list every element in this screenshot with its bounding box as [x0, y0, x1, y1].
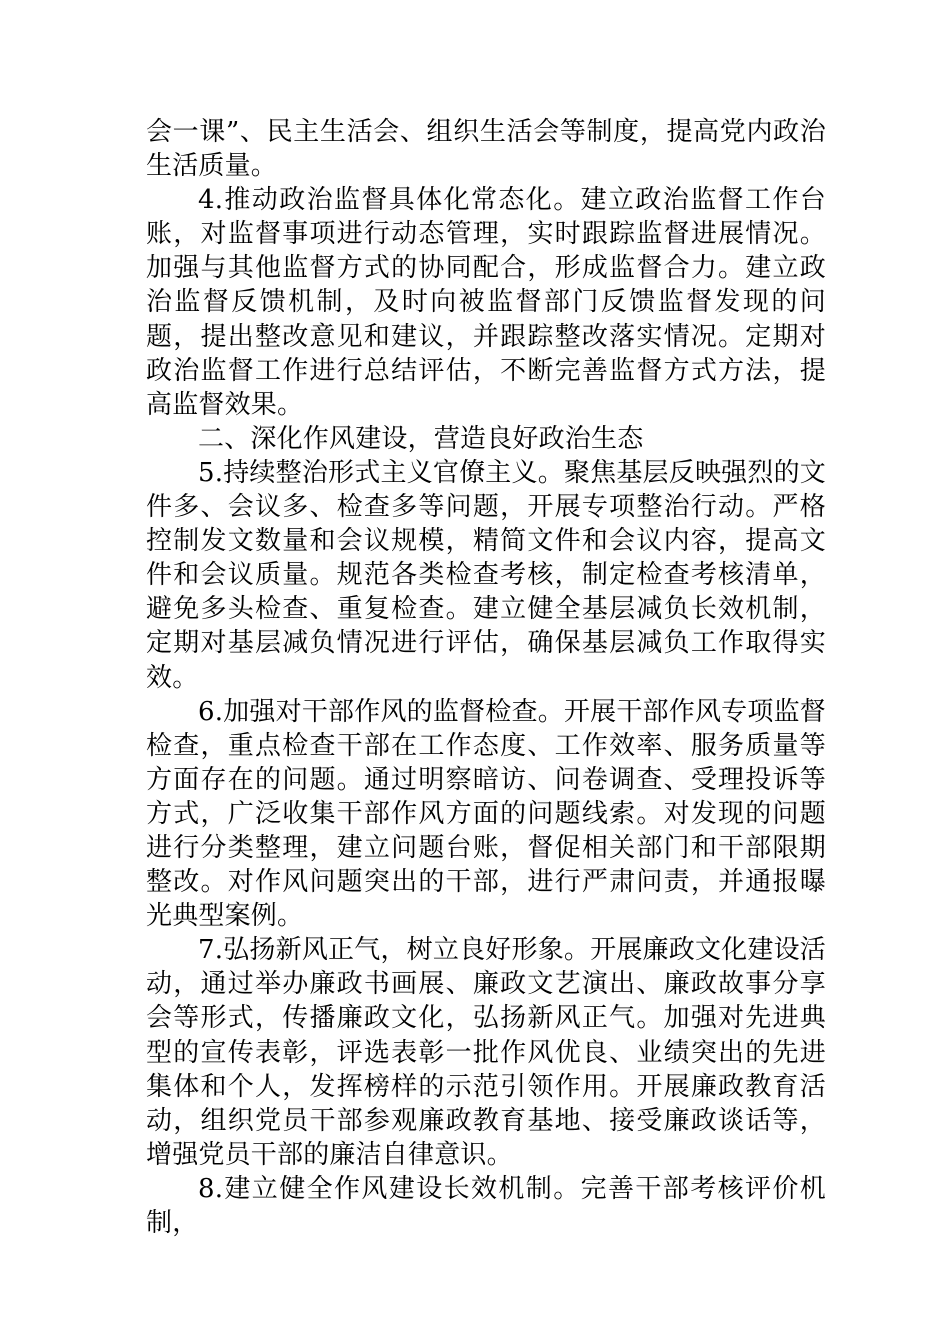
section-heading: 二、深化作风建设，营造良好政治生态: [198, 423, 644, 454]
paragraph-continuation: 会一课”、民主生活会、组织生活会等制度，提高党内政治生活质量。: [146, 117, 826, 182]
paragraph-item-7: 7.弘扬新风正气，树立良好形象。开展廉政文化建设活动，通过举办廉政书画展、廉政文艺演出、廉政故事分享会等形式，传播廉政文化，弘扬新风正气。加强对先进典型的宣传表彰，评选表彰一批作风优良、业绩突出的先进集体和个人，发挥榜样的示范引领作用。开展廉政教育活动，组织党员干部参观廉政教育基地、接受廉政谈话等，增强党员干部的廉洁自律意识。: [146, 935, 826, 1170]
paragraph-item-6: 6.加强对干部作风的监督检查。开展干部作风专项监督检查，重点检查干部在工作态度、工作效率、服务质量等方面存在的问题。通过明察暗访、问卷调查、受理投诉等方式，广泛收集干部作风方面的问题线索。对发现的问题进行分类整理，建立问题台账，督促相关部门和干部限期整改。对作风问题突出的干部，进行严肃问责，并通报曝光典型案例。: [146, 696, 826, 932]
paragraph-item-8: 8.建立健全作风建设长效机制。完善干部考核评价机制，: [146, 1173, 826, 1238]
paragraph-item-4: 4.推动政治监督具体化常态化。建立政治监督工作台账，对监督事项进行动态管理，实时跟踪监督进展情况。加强与其他监督方式的协同配合，形成监督合力。建立政治监督反馈机制，及时向被监督部门反馈监督发现的问题，提出整改意见和建议，并跟踪整改落实情况。定期对政治监督工作进行总结评估，不断完善监督方式方法，提高监督效果。: [146, 185, 826, 420]
document-body: [146, 115, 826, 1240]
paragraph-item-5: 5.持续整治形式主义官僚主义。聚焦基层反映强烈的文件多、会议多、检查多等问题，开展专项整治行动。严格控制发文数量和会议规模，精简文件和会议内容，提高文件和会议质量。规范各类检查考核，制定检查考核清单，避免多头检查、重复检查。建立健全基层减负长效机制，定期对基层减负情况进行评估，确保基层减负工作取得实效。: [146, 457, 826, 693]
